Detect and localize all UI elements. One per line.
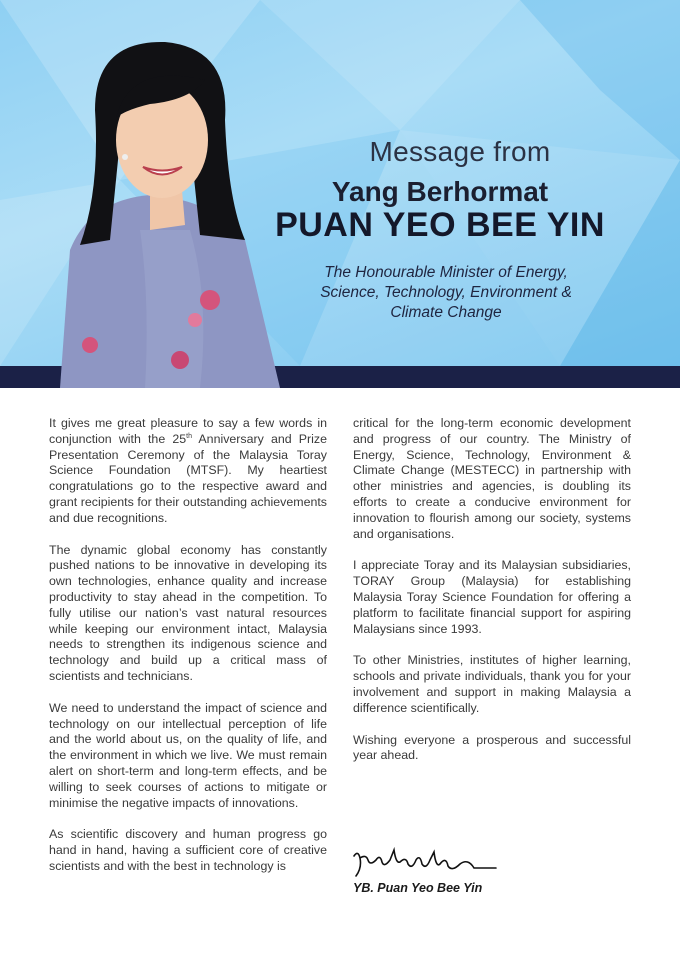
paragraph: Wishing everyone a prosperous and successful year ahead. — [353, 732, 631, 763]
minister-name: PUAN YEO BEE YIN — [275, 206, 605, 244]
paragraph: To other Ministries, institutes of higher learning, schools and private individuals, thank you for your involvement and support in making Malaysia a difference scientifically. — [353, 653, 631, 715]
paragraph: It gives me great pleasure to say a few words in conjunction with the 25th Anniversary and Prize Presentation Ceremony of the Malaysia Toray Science Foundation (MTSF). My heartiest congratulations go to the respective award and grant recipients for their outstanding achievements and due recognitions. — [49, 416, 327, 525]
left-column — [49, 416, 327, 891]
minister-portrait — [0, 0, 290, 388]
handwritten-signature — [350, 846, 500, 880]
paragraph: We need to understand the impact of science and technology on our intellectual perception of life and the world about us, on the quality of life, and the environment in which we live. We must remain alert on short-term and long-term effects, and be willing to seek courses of actions to mitigate or minimise the negative impacts of innovations. — [49, 700, 327, 810]
paragraph: As scientific discovery and human progress go hand in hand, having a sufficient core of creative scientists and with the best in technology is — [49, 827, 327, 873]
honorific-title: Yang Berhormat — [331, 176, 549, 207]
minister-role — [296, 263, 596, 323]
message-from-heading: Message from — [369, 136, 551, 167]
role-line: Science, Technology, Environment & — [320, 284, 572, 301]
role-line: Climate Change — [390, 304, 502, 321]
paragraph: I appreciate Toray and its Malaysian subsidiaries, TORAY Group (Malaysia) for establishing Malaysia Toray Science Foundation for offering a platform to facilitate financial support for aspiring Malaysians since 1993. — [353, 558, 631, 636]
paragraph: The dynamic global economy has constantly pushed nations to be innovative in developing its own technologies, enhance quality and increase productivity to stay ahead in the competition. To fully utilise our nation’s vast natural resources while keeping our environment intact, Malaysia needs to strengthen its indigenous science and technology and build up a critical mass of scientists and technicians. — [49, 542, 327, 683]
signatory-name: YB. Puan Yeo Bee Yin — [353, 881, 483, 895]
paragraph: critical for the long-term economic development and progress of our country. The Ministry of Energy, Science, Technology, Environment & Climate Change (MESTECC) in partnership with other ministries and agencies, is doubling its efforts to create a conducive environment for innovation to flourish among our society, systems and organisations. — [353, 416, 631, 541]
role-line: The Honourable Minister of Energy, — [324, 264, 568, 281]
right-column — [353, 416, 631, 780]
